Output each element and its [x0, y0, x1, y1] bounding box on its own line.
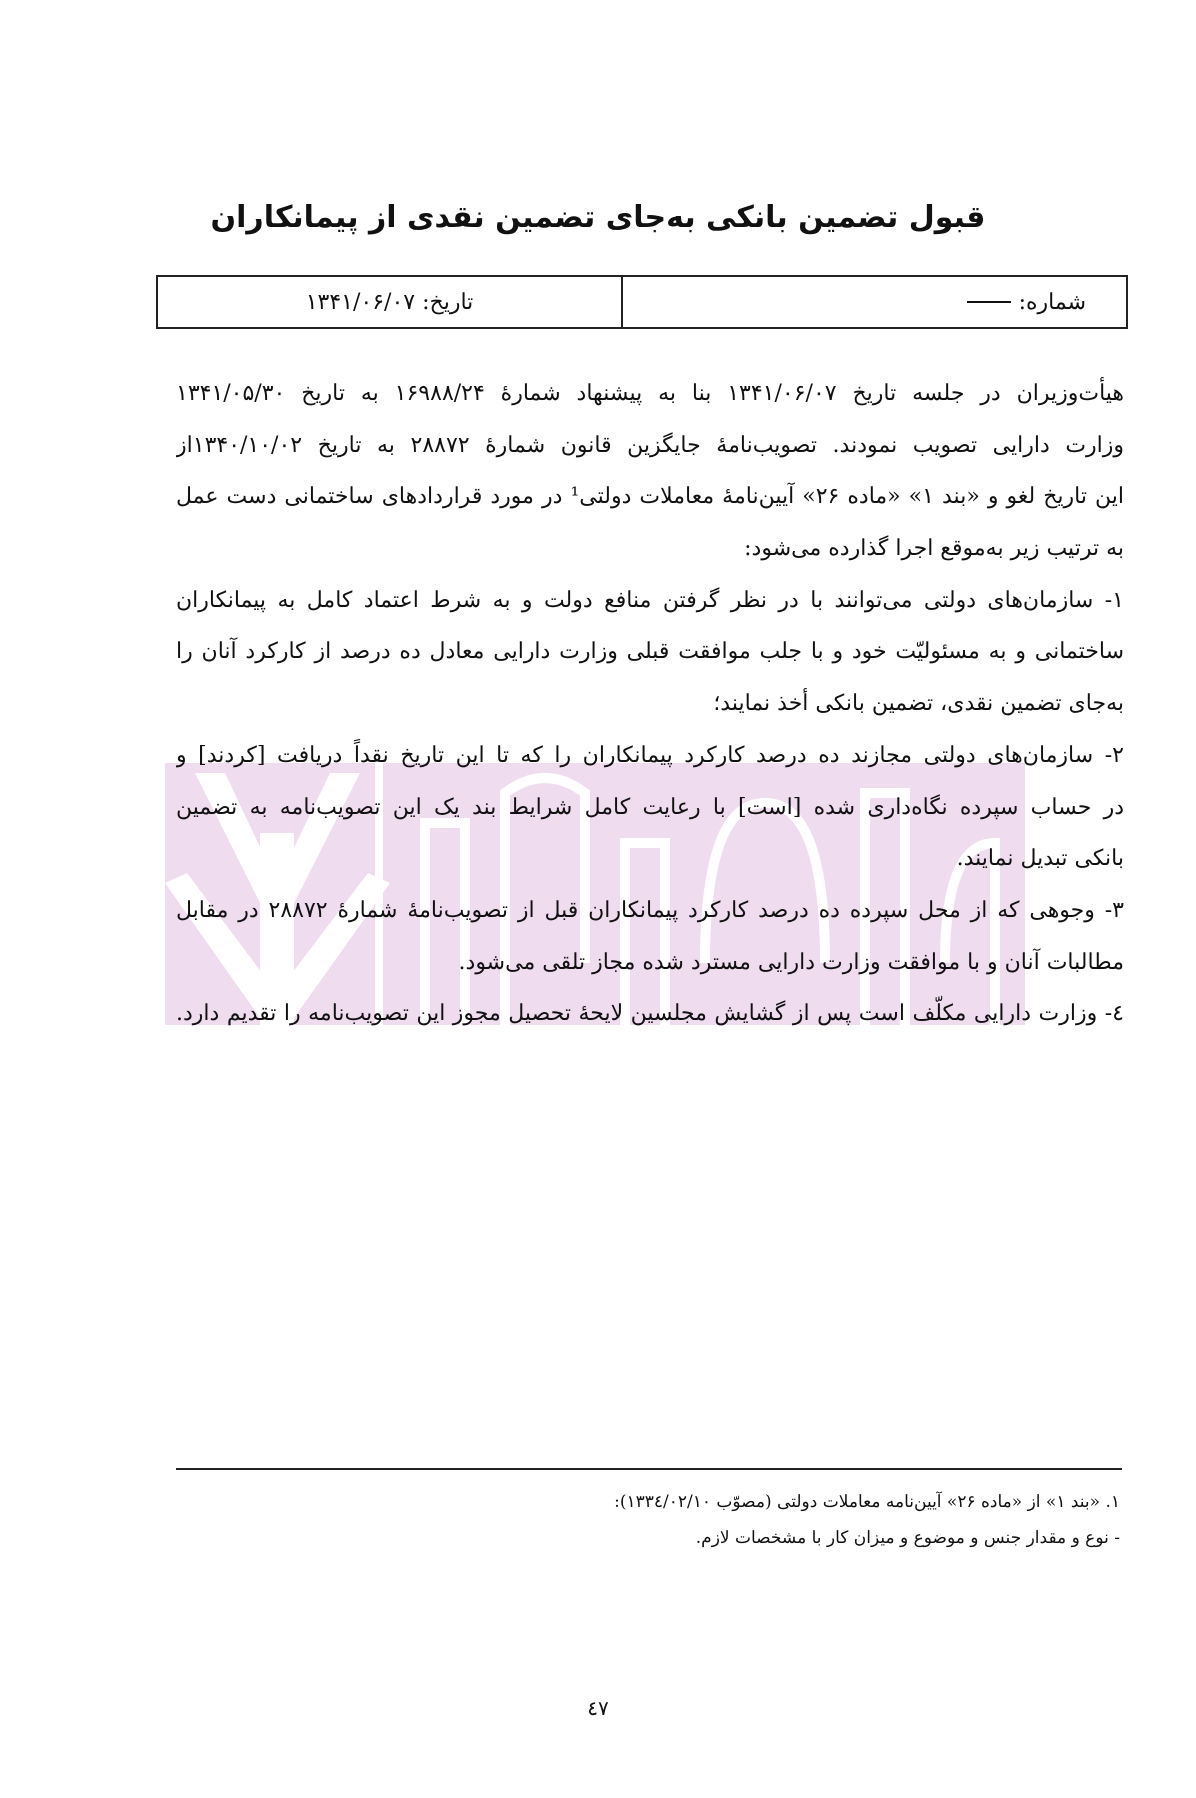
body-line: ساختمانی و به مسئولیّت خود و با جلب موافقت قبلی وزارت دارایی معادل ده درصد از کارکرد آنان را — [176, 639, 1124, 665]
body-line: ۱- سازمان‌های دولتی می‌توانند با در نظر گرفتن منافع دولت و به شرط اعتماد کامل به پیمانکاران — [176, 587, 1124, 613]
number-blank — [967, 301, 1011, 303]
body-line: در حساب سپرده نگاه‌داری شده [است] با رعایت کامل شرایط بند یک این تصویب‌نامه به تضمین — [176, 794, 1124, 820]
page-number: ٤۷ — [587, 1696, 609, 1720]
body-line: وزارت دارایی تصویب نمودند. تصویب‌نامهٔ جایگزین قانون شمارهٔ ۲۸۸۷۲ به تاریخ ۱۳۴۰/۱۰/۰۲از — [176, 432, 1124, 458]
footnote-divider — [176, 1468, 1122, 1470]
number-cell — [623, 277, 1126, 327]
body-line: مطالبات آنان و با موافقت وزارت دارایی مسترد شده مجاز تلقی می‌شود. — [458, 949, 1124, 975]
header-table — [156, 275, 1128, 329]
date-label: تاریخ: ۱۳۴۱/۰۶/۰۷ — [305, 289, 474, 315]
document-title: قبول تضمین بانکی به‌جای تضمین نقدی از پیمانکاران — [210, 200, 986, 235]
date-cell — [158, 277, 623, 327]
number-label: شماره: — [1018, 289, 1086, 315]
body-line: این تاریخ لغو و «بند ۱» «ماده ۲۶» آیین‌نامهٔ معاملات دولتی¹ در مورد قراردادهای ساختمانی دست عمل — [176, 484, 1124, 510]
body-line: به‌جای تضمین نقدی، تضمین بانکی أخذ نمایند؛ — [713, 691, 1124, 717]
body-line: ۳- وجوهی که از محل سپرده ده درصد کارکرد پیمانکاران قبل از تصویب‌نامهٔ شمارهٔ ۲۸۸۷۲ در مقابل — [176, 897, 1124, 923]
body-line: ٤- وزارت دارایی مکلّف است پس از گشایش مجلسین لایحهٔ تحصیل مجوز این تصویب‌نامه را تقدیم دارد. — [176, 1001, 1124, 1027]
body-line: ۲- سازمان‌های دولتی مجازند ده درصد کارکرد پیمانکاران را که تا این تاریخ نقداً دریافت [کردند] و — [176, 742, 1124, 768]
body-line: هیأت‌وزیران در جلسه تاریخ ۱۳۴۱/۰۶/۰۷ بنا به پیشنهاد شمارهٔ ۱۶۹۸۸/۲۴ به تاریخ ۱۳۴۱/۰۵/۳۰ — [176, 381, 1124, 406]
document-body — [176, 368, 1124, 1040]
footnote-1-detail: - نوع و مقدار جنس و موضوع و میزان کار با مشخصات لازم. — [695, 1528, 1120, 1548]
footnote-1: ۱. «بند ۱» از «ماده ۲۶» آیین‌نامه معاملات دولتی (مصوّب ۱۳۳٤/۰۲/۱۰): — [614, 1492, 1120, 1512]
body-line: به ترتیب زیر به‌موقع اجرا گذارده می‌شود: — [744, 536, 1124, 562]
body-line: بانکی تبدیل نمایند. — [956, 846, 1124, 872]
